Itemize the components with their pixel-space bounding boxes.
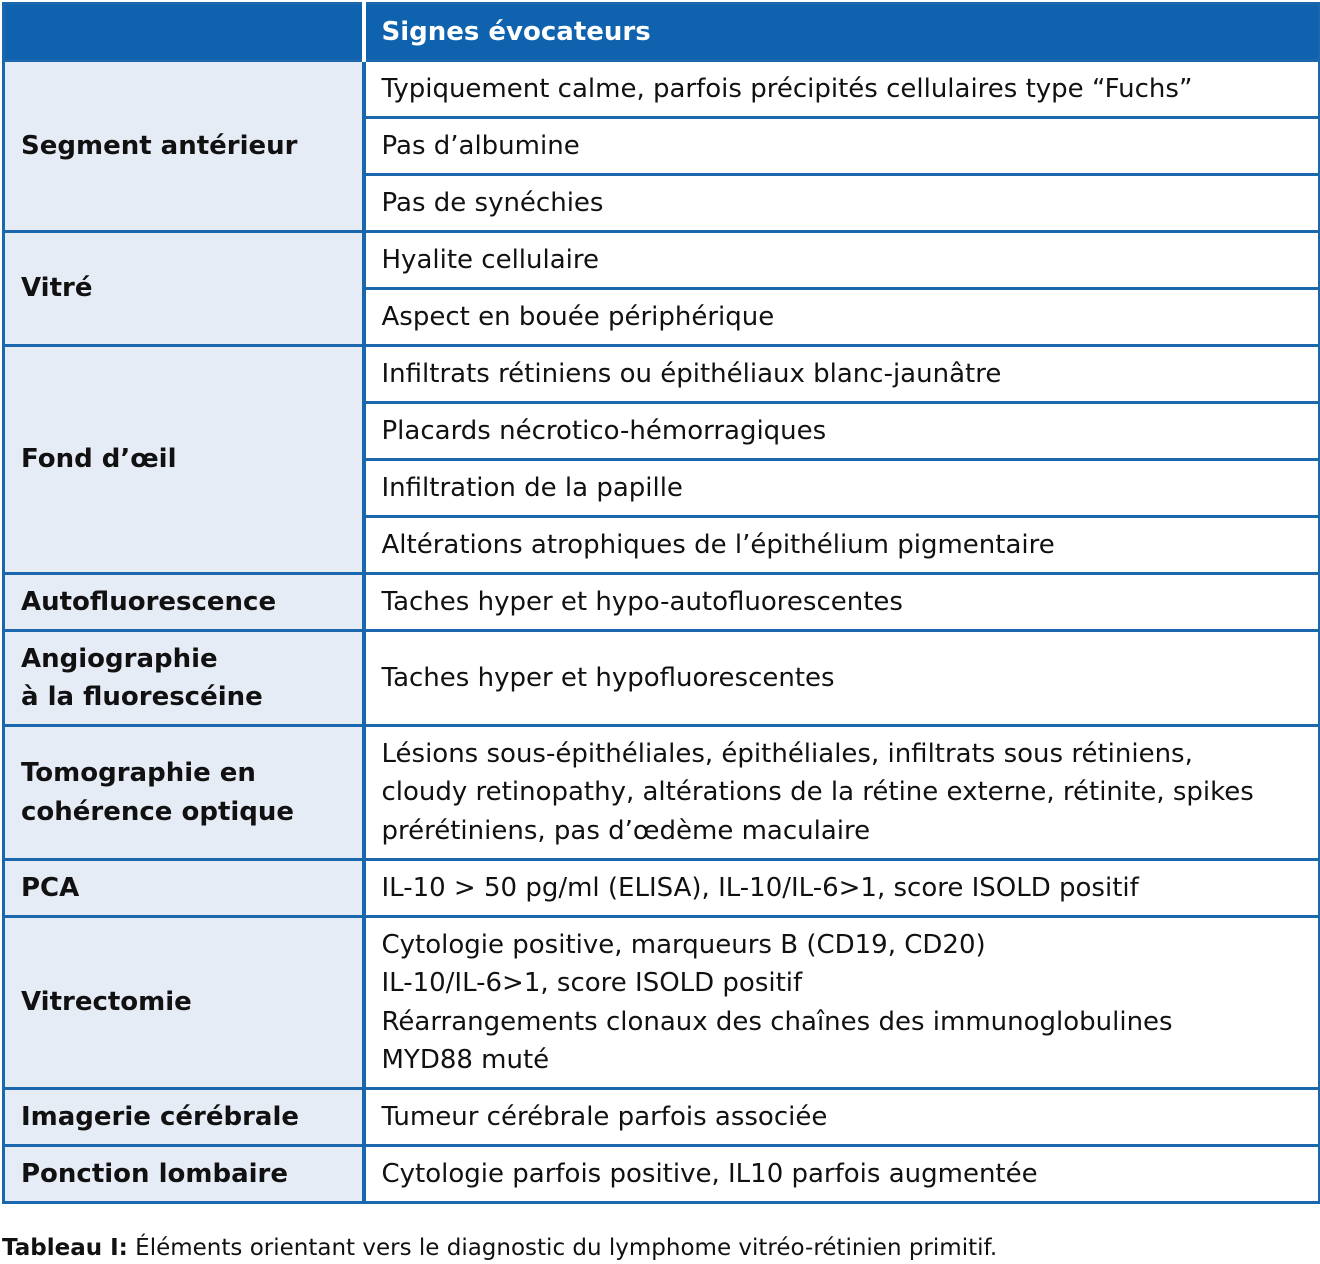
category-label: Vitrectomie <box>21 987 192 1018</box>
table-row <box>4 574 1320 631</box>
table-caption <box>2 1233 997 1263</box>
table-row <box>4 917 1320 1089</box>
sign-cell <box>364 403 1320 460</box>
sign-cell <box>364 346 1320 403</box>
table-row <box>4 726 1320 860</box>
category-cell <box>4 631 364 726</box>
sign-cell <box>364 517 1320 574</box>
category-label: Ponction lombaire <box>21 1158 288 1189</box>
sign-text: MYD88 muté <box>381 1045 550 1075</box>
sign-cell <box>364 1146 1320 1203</box>
sign-text: Taches hyper et hypofluorescentes <box>381 662 835 693</box>
sign-text: IL-10/IL-6>1, score ISOLD positif <box>381 968 803 998</box>
sign-cell <box>364 917 1320 1089</box>
category-label: Tomographie en <box>21 758 256 788</box>
category-cell <box>4 1146 364 1203</box>
sign-text: IL-10 > 50 pg/ml (ELISA), IL-10/IL-6>1, score ISOLD positif <box>381 872 1139 903</box>
caption-text: Éléments orientant vers le diagnostic du lymphome vitréo-rétinien primitif. <box>127 1235 998 1261</box>
category-label: Imagerie cérébrale <box>21 1101 300 1132</box>
sign-cell <box>364 232 1320 289</box>
category-label: Autofluorescence <box>21 586 277 617</box>
sign-text: Lésions sous-épithéliales, épithéliales, infiltrats sous rétiniens, <box>381 738 1193 769</box>
category-cell <box>4 61 364 232</box>
table-row <box>4 860 1320 917</box>
sign-text: Infiltrats rétiniens ou épithéliaux blanc-jaunâtre <box>381 358 1002 389</box>
sign-text: Aspect en bouée périphérique <box>381 301 775 332</box>
sign-text: Hyalite cellulaire <box>381 244 599 275</box>
table-row <box>4 232 1320 289</box>
diagnostic-signs-table <box>2 2 1320 1204</box>
sign-cell <box>364 726 1320 860</box>
category-label: Angiographie <box>21 643 218 674</box>
table-row <box>4 631 1320 726</box>
sign-text: prérétiniens, pas d’œdème maculaire <box>381 815 871 846</box>
sign-cell <box>364 460 1320 517</box>
category-label: à la fluorescéine <box>21 682 263 712</box>
sign-cell <box>364 61 1320 118</box>
header-signes: Signes évocateurs <box>364 4 1320 61</box>
sign-text: Pas d’albumine <box>381 130 580 161</box>
header-empty-cell <box>4 4 364 61</box>
sign-text: Pas de synéchies <box>381 187 604 218</box>
category-cell <box>4 346 364 574</box>
sign-text: Taches hyper et hypo-autofluorescentes <box>381 586 903 617</box>
table-row <box>4 346 1320 403</box>
sign-text: Réarrangements clonaux des chaînes des immunoglobulines <box>381 1006 1173 1037</box>
category-cell <box>4 1089 364 1146</box>
sign-text: Cytologie parfois positive, IL10 parfois augmentée <box>381 1158 1038 1189</box>
sign-text: Infiltration de la papille <box>381 472 683 503</box>
sign-text: Altérations atrophiques de l’épithélium pigmentaire <box>381 529 1055 560</box>
category-label: PCA <box>21 872 80 903</box>
category-label: Fond d’œil <box>21 444 177 475</box>
table-row <box>4 1146 1320 1203</box>
sign-text: Placards nécrotico-hémorragiques <box>381 415 827 446</box>
table-row <box>4 61 1320 118</box>
category-cell <box>4 574 364 631</box>
sign-text: cloudy retinopathy, altérations de la rétine externe, rétinite, spikes <box>381 777 1254 808</box>
sign-cell <box>364 1089 1320 1146</box>
sign-cell <box>364 289 1320 346</box>
sign-cell <box>364 175 1320 232</box>
category-label: cohérence optique <box>21 796 295 827</box>
sign-cell <box>364 118 1320 175</box>
sign-cell <box>364 574 1320 631</box>
header-row <box>4 4 1320 61</box>
sign-cell <box>364 631 1320 726</box>
caption-label: Tableau I: <box>2 1235 128 1261</box>
category-cell <box>4 726 364 860</box>
category-cell <box>4 917 364 1089</box>
table-row <box>4 1089 1320 1146</box>
sign-text: Cytologie positive, marqueurs B (CD19, CD20) <box>381 929 986 960</box>
category-cell <box>4 232 364 346</box>
sign-text: Tumeur cérébrale parfois associée <box>381 1101 828 1132</box>
category-label: Segment antérieur <box>21 130 298 161</box>
sign-text: Typiquement calme, parfois précipités cellulaires type “Fuchs” <box>381 73 1193 104</box>
category-label: Vitré <box>21 273 93 304</box>
sign-cell <box>364 860 1320 917</box>
category-cell <box>4 860 364 917</box>
